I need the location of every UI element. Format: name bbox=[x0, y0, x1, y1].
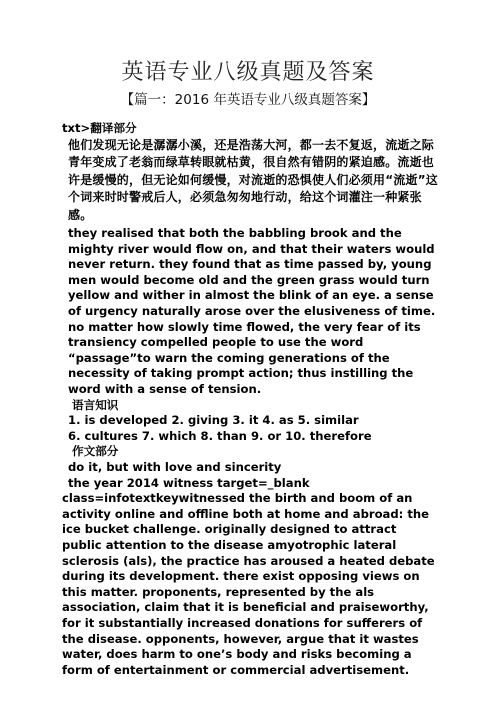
essay-first-line: the year 2014 witness target=_blank bbox=[68, 475, 310, 490]
answers-line-1: 1. is developed 2. giving 3. it 4. as 5. similar bbox=[68, 413, 359, 428]
english-translation: they realised that both the babbling brook and the mighty river would flow on, and that their waters would never return. they found that as time passed by, young men would become old and the green grass would turn yellow and wither in almost the blink of an eye. a sense of urgency naturally arose over the elusiveness of time. no matter how slowly time flowed, the very fear of its transiency compelled people to use the word “passage”to warn the coming generations of the necessity of taking prompt action; thus instilling the word with a sense of tension. bbox=[68, 226, 436, 397]
essay-title: do it, but with love and sincerity bbox=[68, 460, 282, 474]
document-body bbox=[62, 121, 440, 678]
section-header-writing: 作文部分 bbox=[72, 444, 119, 459]
section-header-translation: txt>翻译部分 bbox=[62, 121, 137, 135]
essay-body: class=infotextkeywitnessed the birth and boom of an activity online and offline both at home and abroad: the ice bucket challenge. originally designed to attract public attention to the disease amyotrophic lateral sclerosis (als), the practice has aroused a heated debate during its development. there exist opposing views on this matter. proponents, represented by the als association, claim that it is beneficial and praiseworthy, for it substantially increased donations for sufferers of the disease. opponents, however, argue that it wastes water, does harm to one’s body and risks becoming a form of entertainment or commercial advertisement. bbox=[62, 491, 435, 677]
page-title: 英语专业八级真题及答案 bbox=[121, 60, 375, 85]
chinese-passage: 他们发现无论是潺潺小溪，还是浩荡大河，都一去不复返，流逝之际青年变成了老翁而绿草转眼就枯黄，很自然有错阴的紧迫感。流逝也许是缓慢的，但无论如何缓慢，对流逝的恐惧使人们必须用“流逝”这个词来时时警戒后人，必须急匆匆地行动，给这个词灌注一种紧张感。 bbox=[68, 137, 438, 222]
page-subtitle: 【篇一：2016 年英语专业八级真题答案】 bbox=[120, 92, 376, 108]
answers-line-2: 6. cultures 7. which 8. than 9. or 10. therefore bbox=[68, 428, 372, 443]
section-header-language: 语言知识 bbox=[72, 397, 119, 412]
